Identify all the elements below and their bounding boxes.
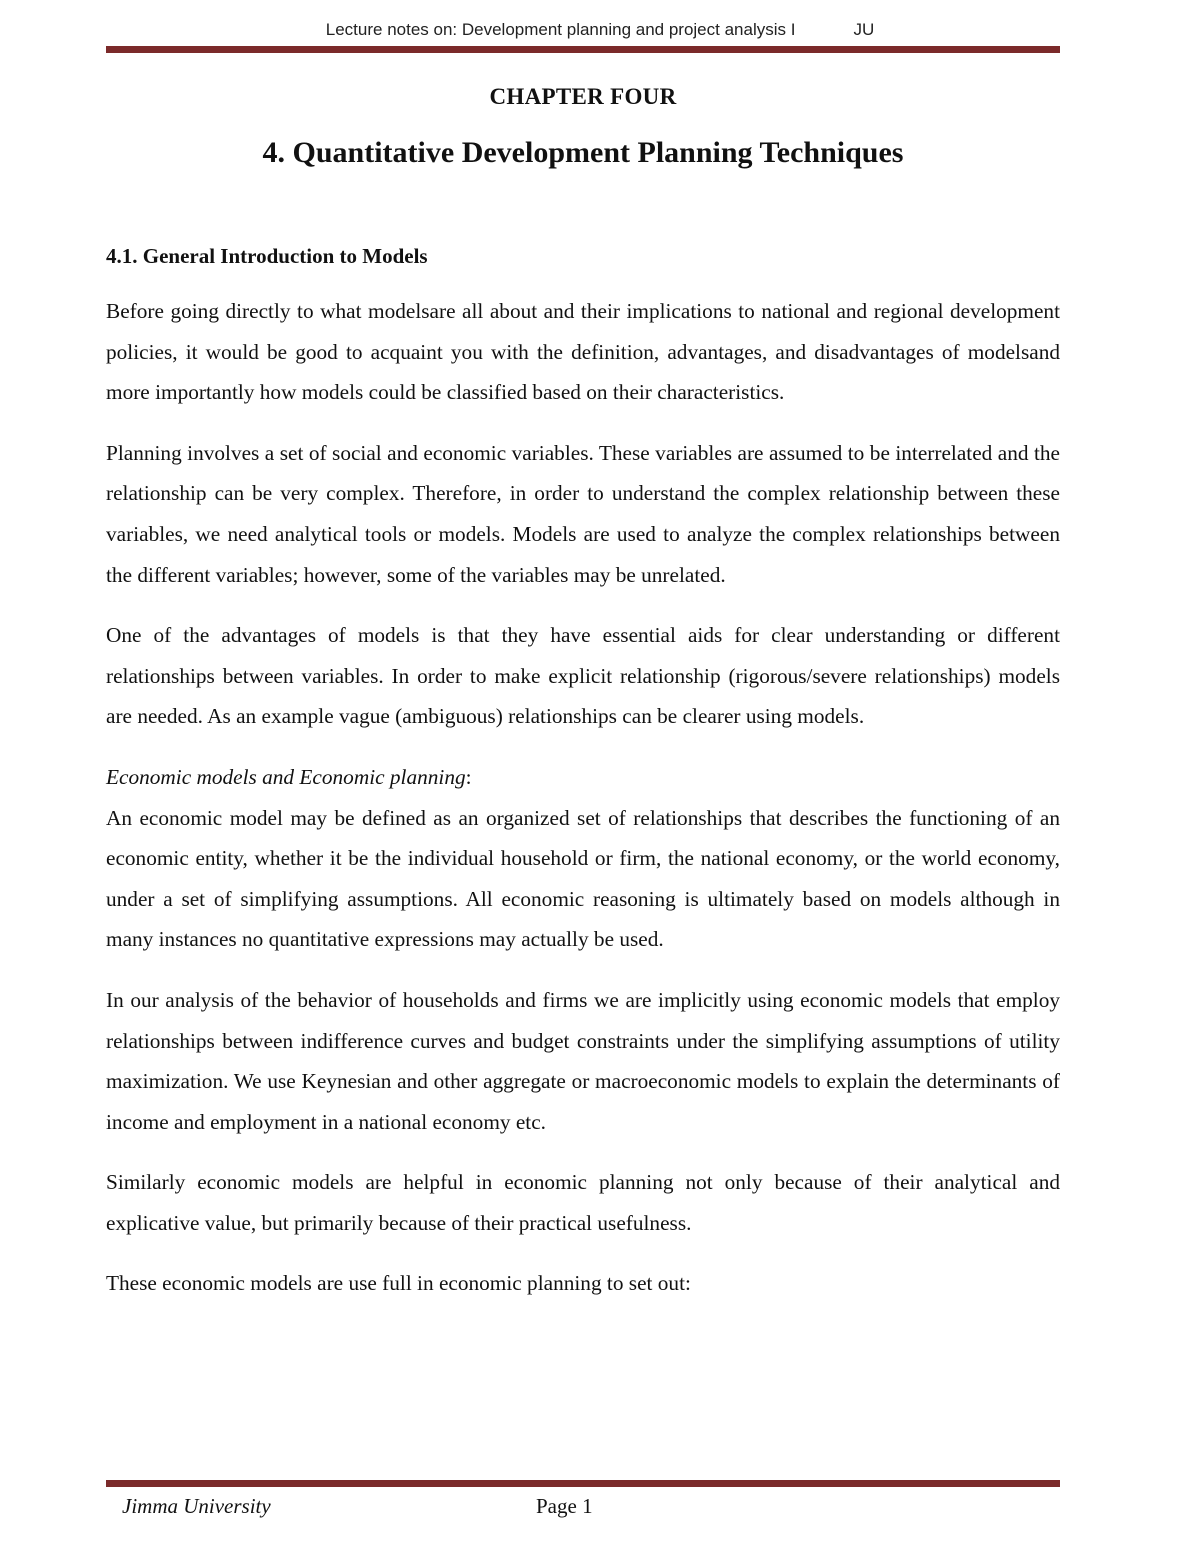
paragraph-set-out: These economic models are use full in economic planning to set out: xyxy=(106,1271,691,1296)
subheading-colon: : xyxy=(465,764,472,789)
paragraph-intro: Before going directly to what modelsare all about and their implications to national and regional development policies, it would be good to acquaint you with the definition, advantages, and disadvantages of modelsand more importantly how models could be classified based on their characteristics. xyxy=(106,299,1060,405)
section-heading: 4.1. General Introduction to Models xyxy=(106,244,428,268)
chapter-title: 4. Quantitative Development Planning Techniques xyxy=(262,136,904,169)
header-tag: JU xyxy=(853,20,875,39)
subheading-economic-models xyxy=(106,757,1060,798)
subheading-text: Economic models and Economic planning xyxy=(106,764,466,789)
header-title: Lecture notes on: Development planning and project analysis I xyxy=(325,20,796,39)
chapter-label: CHAPTER FOUR xyxy=(489,84,677,109)
page-body xyxy=(106,80,1060,1304)
page-number: Page 1 xyxy=(536,1494,593,1518)
paragraph-advantages: One of the advantages of models is that they have essential aids for clear understanding or different relationships between variables. In order to make explicit relationship (rigorous/severe relationships) models are needed. As an example vague (ambiguous) relationships can be clearer using models. xyxy=(106,623,1060,729)
header-rule xyxy=(106,46,1060,53)
footer-university: Jimma University xyxy=(122,1494,271,1518)
paragraph-definition: An economic model may be defined as an organized set of relationships that describes the functioning of an economic entity, whether it be the individual household or firm, the national economy, or the world economy, under a set of simplifying assumptions. All economic reasoning is ultimately based on models although in many instances no quantitative expressions may actually be used. xyxy=(106,805,1060,952)
paragraph-analysis: In our analysis of the behavior of households and firms we are implicitly using economic models that employ relationships between indifference curves and budget constraints under the simplifying assumptions of utility maximization. We use Keynesian and other aggregate or macroeconomic models to explain the determinants of income and employment in a national economy etc. xyxy=(106,987,1060,1134)
paragraph-planning: Planning involves a set of social and economic variables. These variables are assumed to be interrelated and the relationship can be very complex. Therefore, in order to understand the complex relationship between these variables, we need analytical tools or models. Models are used to analyze the complex relationships between the different variables; however, some of the variables may be unrelated. xyxy=(106,440,1060,587)
paragraph-helpful: Similarly economic models are helpful in economic planning not only because of their analytical and explicative value, but primarily because of their practical usefulness. xyxy=(106,1170,1060,1235)
page-header xyxy=(0,20,1200,40)
footer-rule xyxy=(106,1480,1060,1487)
